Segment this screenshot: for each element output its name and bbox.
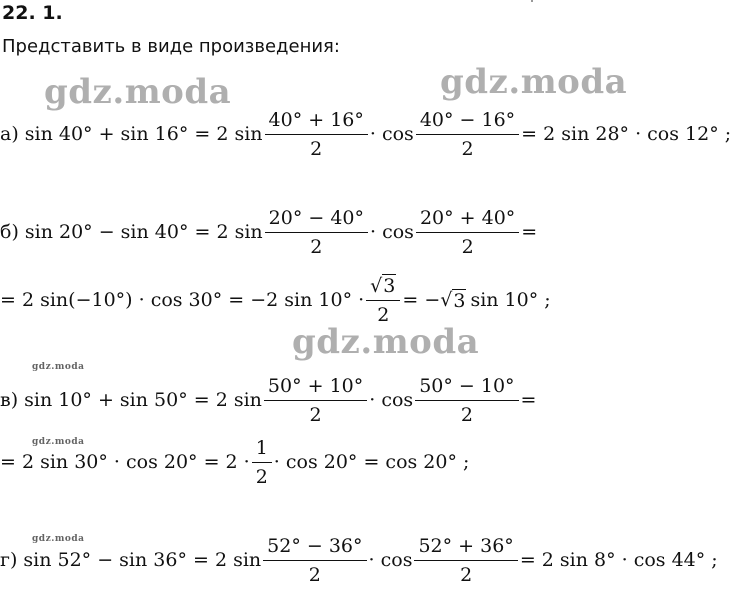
sqrt-sign: √ bbox=[440, 288, 453, 311]
fraction bbox=[415, 374, 518, 427]
numerator: 52° − 36° bbox=[263, 534, 366, 561]
equation-text: · cos bbox=[368, 549, 413, 571]
denominator: 2 bbox=[309, 403, 322, 426]
equation-text: а) sin 40° + sin 16° = 2 sin bbox=[0, 123, 263, 145]
numerator: 40° + 16° bbox=[265, 108, 368, 135]
denominator: 2 bbox=[460, 403, 473, 426]
equation-text: = 2 sin 28° · cos 12° ; bbox=[521, 123, 731, 145]
equation-line-a bbox=[0, 104, 731, 164]
equation-text: = 2 sin(−10°) · cos 30° = −2 sin 10° · bbox=[0, 289, 365, 311]
fraction bbox=[416, 108, 519, 161]
equation-text: = 2 sin 8° · cos 44° ; bbox=[519, 549, 718, 571]
equation-line-v-continuation bbox=[0, 432, 469, 492]
denominator: 2 bbox=[460, 563, 473, 586]
watermark: gdz.moda bbox=[440, 62, 628, 102]
numerator: 40° − 16° bbox=[416, 108, 519, 135]
equation-text: б) sin 20° − sin 40° = 2 sin bbox=[0, 221, 263, 243]
task-instruction: Представить в виде произведения: bbox=[2, 36, 340, 57]
numerator: 1 bbox=[252, 436, 272, 463]
denominator: 2 bbox=[461, 137, 474, 160]
denominator: 2 bbox=[377, 303, 390, 326]
denominator: 2 bbox=[308, 563, 321, 586]
denominator: 2 bbox=[461, 235, 474, 258]
numerator: 50° − 10° bbox=[415, 374, 518, 401]
equation-text: · cos bbox=[369, 123, 414, 145]
equation-line-b-continuation bbox=[0, 270, 551, 330]
fraction bbox=[252, 436, 272, 489]
watermark-small: gdz.moda bbox=[32, 362, 85, 372]
fraction bbox=[265, 108, 368, 161]
watermark: gdz.moda bbox=[292, 322, 480, 362]
equation-line-b bbox=[0, 202, 537, 262]
equation-text: · cos 20° = cos 20° ; bbox=[273, 451, 470, 473]
denominator: 2 bbox=[255, 465, 268, 488]
sqrt-sign: √ bbox=[370, 274, 383, 297]
denominator: 2 bbox=[310, 137, 323, 160]
numerator: 20° + 40° bbox=[416, 206, 519, 233]
watermark-small: gdz.moda bbox=[32, 437, 85, 447]
exercise-number: 22. 1. bbox=[2, 2, 63, 24]
equation-text: sin 10° ; bbox=[470, 289, 551, 311]
equation-text: · cos bbox=[370, 221, 414, 243]
fraction bbox=[265, 206, 368, 259]
watermark-small: gdz.moda bbox=[32, 534, 85, 544]
sqrt-expression bbox=[440, 289, 466, 312]
equation-text: · cos bbox=[369, 389, 414, 411]
fraction bbox=[264, 374, 367, 427]
corner-mark bbox=[531, 0, 533, 2]
equation-text: = bbox=[521, 221, 538, 243]
equation-line-v bbox=[0, 370, 536, 430]
sqrt-expression bbox=[366, 274, 400, 301]
watermark: gdz.moda bbox=[44, 72, 232, 112]
equation-text: = 2 sin 30° · cos 20° = 2 · bbox=[0, 451, 250, 473]
sqrt-argument: 3 bbox=[383, 274, 396, 297]
equation-text: в) sin 10° + sin 50° = 2 sin bbox=[0, 389, 262, 411]
fraction bbox=[366, 274, 400, 327]
equation-text: = bbox=[520, 389, 537, 411]
fraction bbox=[416, 206, 519, 259]
equation-text: г) sin 52° − sin 36° = 2 sin bbox=[0, 549, 262, 571]
equation-line-g bbox=[0, 530, 718, 590]
numerator: 52° + 36° bbox=[414, 534, 517, 561]
equation-text: = − bbox=[402, 289, 441, 311]
numerator: 20° − 40° bbox=[265, 206, 368, 233]
numerator: 50° + 10° bbox=[264, 374, 367, 401]
sqrt-argument: 3 bbox=[453, 289, 466, 312]
fraction bbox=[414, 534, 517, 587]
fraction bbox=[263, 534, 366, 587]
denominator: 2 bbox=[310, 235, 323, 258]
